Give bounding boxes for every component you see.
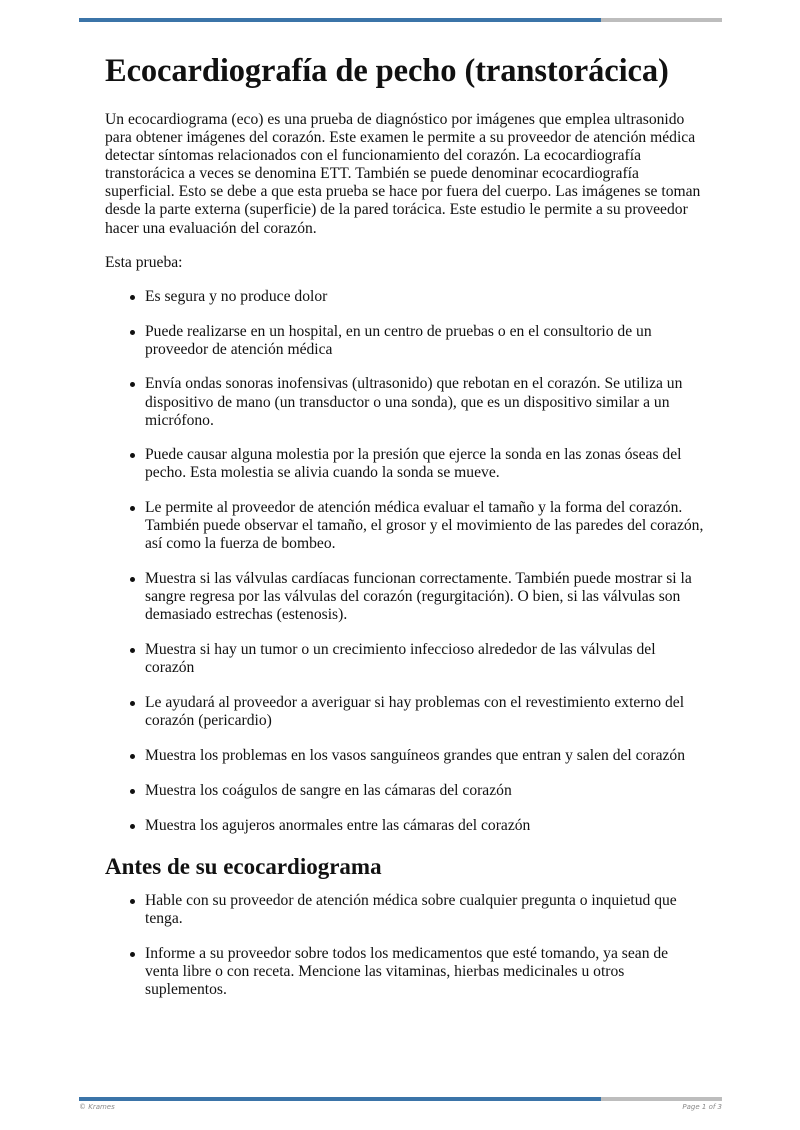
- section-heading: Antes de su ecocardiograma: [105, 853, 382, 879]
- list-item: Le permite al proveedor de atención médica evaluar el tamaño y la forma del corazón. También puede observar el tamaño, el grosor y el movimiento de las paredes del corazón, así como la fuerza de bombeo.: [145, 499, 704, 553]
- header-bar-rest: [601, 18, 722, 22]
- before-list: [105, 892, 705, 999]
- header-bar-filled: [79, 18, 601, 22]
- footer-bar: [79, 1097, 722, 1101]
- header-bar: [79, 18, 722, 22]
- page-title: Ecocardiografía de pecho (transtorácica): [105, 53, 669, 89]
- intro-paragraph: Un ecocardiograma (eco) es una prueba de diagnóstico por imágenes que emplea ultrasonido para obtener imágenes del corazón. Este examen le permite a su proveedor de atención médica detectar síntomas relacionados con el funcionamiento del corazón. La ecocardiografía transtorácica a veces se denomina ETT. También se puede denominar ecocardiografía superficial. Esto se debe a que esta prueba se hace por fuera del cuerpo. Las imágenes se toman desde la parte externa (superficie) de la pared torácica. Este estudio le permite a su proveedor hacer una evaluación del corazón.: [105, 111, 701, 237]
- footer-page-number: Page 1 of 3: [682, 1103, 722, 1111]
- list-item: Puede realizarse en un hospital, en un centro de pruebas o en el consultorio de un proveedor de atención médica: [145, 323, 705, 359]
- list-item: Informe a su proveedor sobre todos los medicamentos que esté tomando, ya sean de venta libre o con receta. Mencione las vitaminas, hierbas medicinales u otros suplementos.: [145, 945, 705, 999]
- footer-bar-filled: [79, 1097, 601, 1101]
- test-list: [105, 288, 705, 835]
- list-item: Muestra si hay un tumor o un crecimiento infeccioso alrededor de las válvulas del corazón: [145, 641, 705, 677]
- list-item: Le ayudará al proveedor a averiguar si hay problemas con el revestimiento externo del corazón (pericardio): [145, 694, 705, 730]
- list-item: Envía ondas sonoras inofensivas (ultrasonido) que rebotan en el corazón. Se utiliza un dispositivo de mano (un transductor o una sonda), que es un dispositivo similar a un micrófono.: [145, 375, 705, 429]
- list-item: Puede causar alguna molestia por la presión que ejerce la sonda en las zonas óseas del pecho. Esta molestia se alivia cuando la sonda se mueve.: [145, 446, 705, 482]
- list-item: Es segura y no produce dolor: [145, 288, 705, 306]
- document-body: [105, 52, 705, 1016]
- list-item: Muestra los coágulos de sangre en las cámaras del corazón: [145, 782, 705, 800]
- list-intro: Esta prueba:: [105, 253, 183, 271]
- list-item: Hable con su proveedor de atención médica sobre cualquier pregunta o inquietud que tenga.: [145, 892, 705, 928]
- list-item: Muestra si las válvulas cardíacas funcionan correctamente. También puede mostrar si la sangre regresa por las válvulas del corazón (regurgitación). O bien, si las válvulas son demasiado estrechas (estenosis).: [145, 570, 705, 624]
- footer-bar-rest: [601, 1097, 722, 1101]
- list-item: Muestra los agujeros anormales entre las cámaras del corazón: [145, 817, 705, 835]
- footer-copyright: © Krames: [79, 1103, 115, 1111]
- list-item: Muestra los problemas en los vasos sanguíneos grandes que entran y salen del corazón: [145, 747, 705, 765]
